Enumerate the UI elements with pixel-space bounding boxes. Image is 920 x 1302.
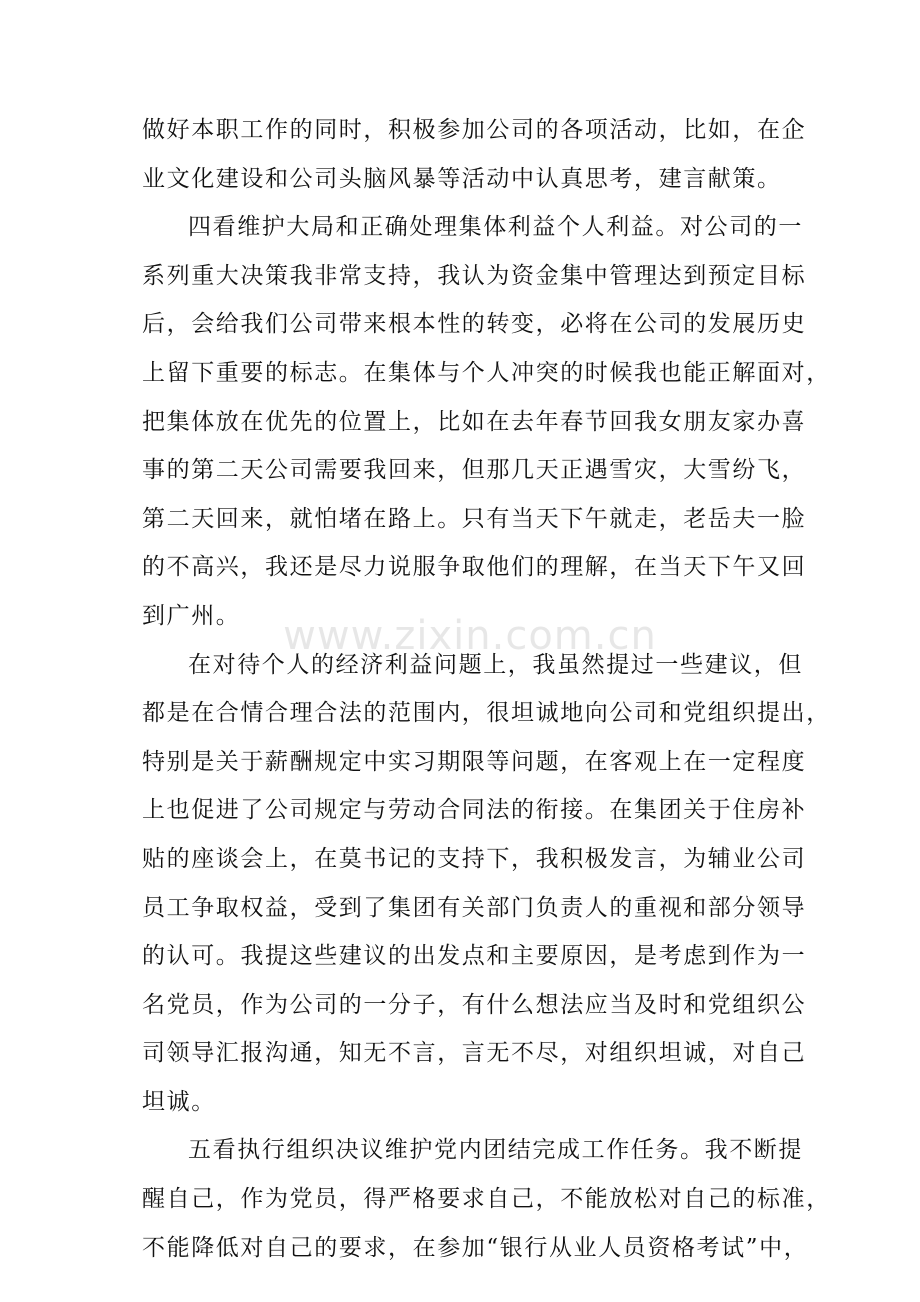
text-line: 名党员，作为公司的一分子，有什么想法应当及时和党组织公 [142,991,807,1018]
text-line: 员工争取权益，受到了集团有关部门负责人的重视和部分领导 [142,894,807,921]
text-line: 后，会给我们公司带来根本性的转变，必将在公司的发展历史 [142,311,807,338]
text-line: 四看维护大局和正确处理集体利益个人利益。对公司的一 [188,214,803,241]
text-line: 事的第二天公司需要我回来，但那几天正遇雪灾，大雪纷飞， [142,457,807,484]
text-line: 不能降低对自己的要求，在参加“银行从业人员资格考试”中， [142,1234,809,1261]
text-line: 在对待个人的经济利益问题上，我虽然提过一些建议，但 [188,651,803,678]
text-line: 贴的座谈会上，在莫书记的支持下，我积极发言，为辅业公司 [142,845,807,872]
text-line: 五看执行组织决议维护党内团结完成工作任务。我不断提 [188,1137,803,1164]
text-line: 业文化建设和公司头脑风暴等活动中认真思考，建言献策。 [142,165,782,192]
text-line: 到广州。 [142,602,241,629]
text-line: 把集体放在优先的位置上，比如在去年春节回我女朋友家办喜 [142,408,807,435]
text-line: 醒自己，作为党员，得严格要求自己，不能放松对自己的标准， [142,1186,831,1213]
text-line: 坦诚。 [142,1088,216,1115]
text-line: 第二天回来，就怕堵在路上。只有当天下午就走，老岳夫一脸 [142,505,807,532]
text-line: 司领导汇报沟通，知无不言，言无不尽，对组织坦诚，对自己 [142,1040,807,1067]
text-line: 的认可。我提这些建议的出发点和主要原因，是考虑到作为一 [142,943,807,970]
text-line: 上也促进了公司规定与劳动合同法的衔接。在集团关于住房补 [142,797,807,824]
text-line: 特别是关于薪酬规定中实习期限等问题，在客观上在一定程度 [142,748,807,775]
text-line: 都是在合情合理合法的范围内，很坦诚地向公司和党组织提出， [142,700,831,727]
text-line: 的不高兴，我还是尽力说服争取他们的理解，在当天下午又回 [142,554,807,581]
document-body [142,106,831,1272]
text-line: 做好本职工作的同时，积极参加公司的各项活动，比如，在企 [142,117,807,143]
watermark: www.zixin.com.cn [283,613,657,659]
text-line: 系列重大决策我非常支持，我认为资金集中管理达到预定目标 [142,262,807,289]
text-line: 上留下重要的标志。在集体与个人冲突的时候我也能正解面对， [142,359,831,386]
